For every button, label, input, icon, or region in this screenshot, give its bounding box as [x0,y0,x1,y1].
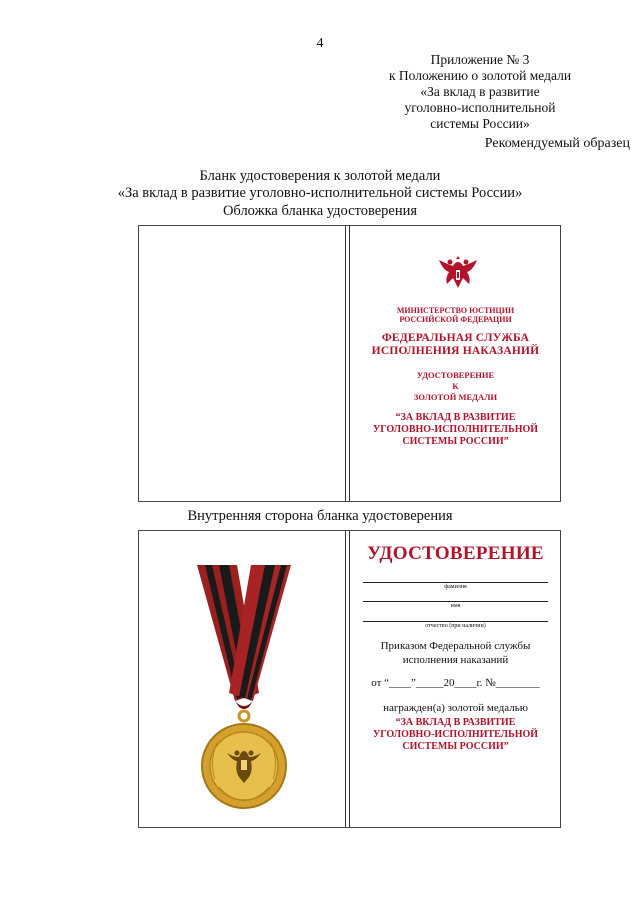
cover-award-line: “ЗА ВКЛАД В РАЗВИТИЕ [395,412,516,423]
recommended-sample-label: Рекомендуемый образец [484,136,630,151]
inner-award-line: УГОЛОВНО-ИСПОЛНИТЕЛЬНОЙ [372,729,539,740]
cover-certificate-line: ЗОЛОТОЙ МЕДАЛИ [413,392,498,402]
cover-award-name [351,412,560,448]
ministry-line: МИНИСТЕРСТВО ЮСТИЦИИ [396,306,515,315]
cover-front-panel [351,226,560,501]
cover-certificate-line: УДОСТОВЕРЕНИЕ [416,370,495,380]
patronymic-field-caption: отчество (при наличии) [425,623,486,629]
inner-award-line: СИСТЕМЫ РОССИИ” [402,741,509,752]
inner-caption: Внутренняя сторона бланка удостоверения [187,508,453,524]
name-field-caption: имя [450,603,461,609]
inner-award-line: “ЗА ВКЛАД В РАЗВИТИЕ [395,717,516,728]
appendix-line: уголовно-исполнительной [404,100,556,115]
ministry-line: РОССИЙСКОЙ ФЕДЕРАЦИИ [399,315,512,324]
appendix-line: системы России» [430,116,530,131]
cover-award-line: СИСТЕМЫ РОССИИ” [402,436,509,447]
service-line: ФЕДЕРАЛЬНАЯ СЛУЖБА [381,332,530,344]
awarded-text: награжден(а) золотой медалью [383,702,528,714]
gold-medal-image [179,561,309,821]
service-line: ИСПОЛНЕНИЯ НАКАЗАНИЙ [371,345,540,357]
cover-award-line: УГОЛОВНО-ИСПОЛНИТЕЛЬНОЙ [372,424,539,435]
blank-title [0,168,640,202]
cover-certificate-line: К [452,381,459,391]
cover-spine-line [349,226,350,501]
order-date-number-line: от “____”_____20____г. №________ [371,677,540,689]
certificate-inner [138,530,561,828]
patronymic-line [363,621,548,622]
inner-award-name [351,717,560,753]
surname-field-caption: фамилия [444,584,467,590]
service-title [351,332,560,358]
page-number: 4 [316,36,324,51]
appendix-header [360,52,600,132]
inner-spine-line [349,531,350,827]
double-headed-eagle-emblem-icon [435,250,481,292]
cover-certificate-title [351,370,560,403]
inner-text-panel [351,531,560,827]
order-line: Приказом Федеральной службы [380,640,531,652]
blank-title-line: «За вклад в развитие уголовно-исполнительной системы России» [117,185,523,201]
inner-spine-line [345,531,346,827]
order-line: исполнения наказаний [402,654,509,666]
blank-title-line: Бланк удостоверения к золотой медали [199,168,441,184]
appendix-line: Приложение № 3 [430,52,530,67]
certificate-cover [138,225,561,502]
certificate-heading: УДОСТОВЕРЕНИЕ [367,543,544,564]
surname-line [363,582,548,583]
cover-caption: Обложка бланка удостоверения [222,203,418,219]
cover-spine-line [345,226,346,501]
appendix-line: «За вклад в развитие [420,84,540,99]
name-line [363,601,548,602]
order-text [351,639,560,667]
ministry-title [351,306,560,324]
appendix-line: к Положению о золотой медали [388,68,572,83]
